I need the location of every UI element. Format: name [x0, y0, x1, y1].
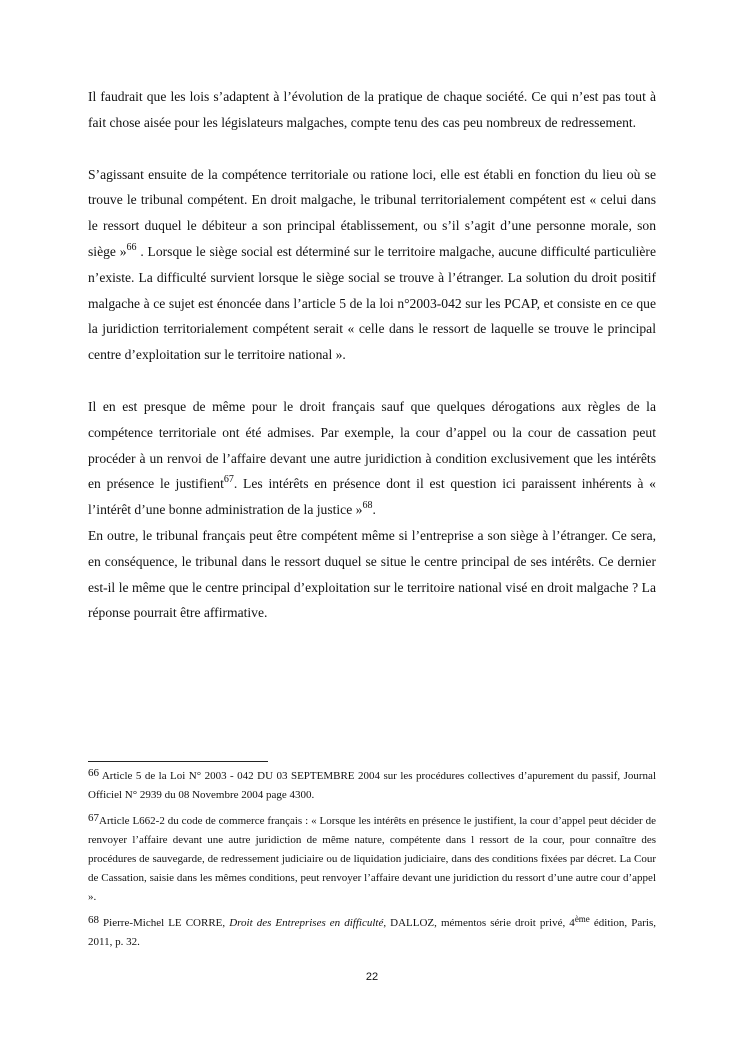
footnote-66-text: Article 5 de la Loi N° 2003 - 042 DU 03 SEPTEMBRE 2004 sur les procédures collectives d’apurement du passif, Journal Officiel N° 2939 du 08 Novembre 2004 page 4300. [88, 770, 656, 801]
footnote-66-number: 66 [88, 767, 99, 779]
page-number: 22 [365, 971, 379, 983]
footnote-67 [88, 809, 656, 907]
footnote-68-book-title: Droit des Entreprises en difficulté [229, 917, 384, 929]
paragraph-3-text-a: Il en est presque de même pour le droit français sauf que quelques dérogations aux règles de la compétence territoriale ont été admises. Par exemple, la cour d’appel ou la cour de cassation peut procéder à un renvoi de l’affaire devant une autre juridiction à condition exclusivement que les intérêts en présence le justifient [88, 398, 656, 492]
paragraph-3-text-c: . [372, 502, 376, 518]
paragraph-3 [88, 394, 656, 523]
footnote-67-number: 67 [88, 812, 99, 824]
footnotes [88, 764, 656, 956]
paragraph-2-text-a: S’agissant ensuite de la compétence territoriale ou ratione loci, elle est établi en fonction du lieu où se trouve le tribunal compétent. En droit malgache, le tribunal territorialement compétent est « celui dans le ressort duquel le débiteur a son principal établissement, ou s’il s’agit d’une personne morale, son siège » [88, 166, 656, 259]
footnote-68-number: 68 [88, 914, 99, 926]
paragraph-3-text-b: . Les intérêts en présence dont il est question ici paraissent inhérents à « l’intérêt d’une bonne administration de la justice » [88, 476, 656, 518]
paragraph-4: En outre, le tribunal français peut être compétent même si l’entreprise a son siège à l’étranger. Ce sera, en conséquence, le tribunal dans le ressort duquel se situe le centre principal de ses intérêts. Ce dernier est-il le même que le centre principal d’exploitation sur le territoire national visé en droit malgache ? La réponse pourrait être affirmative. [88, 527, 656, 621]
page-body [88, 84, 656, 626]
footnote-67-text: Article L662-2 du code de commerce français : « Lorsque les intérêts en présence le justifient, la cour d’appel peut décider de renvoyer l’affaire devant une autre juridiction de même nature, compétente dans l ressort de la cour, pour connaître des procédures de sauvegarde, de redressement judiciaire ou de liquidation judiciaire, dans des conditions fixées par décret. La Cour de Cassation, saisie dans les mêmes conditions, peut renvoyer l’affaire devant une juridiction du ressort d’une autre cour d’appel ». [88, 815, 656, 903]
paragraph-1: Il faudrait que les lois s’adaptent à l’évolution de la pratique de chaque société. Ce qui n’est pas tout à fait chose aisée pour les législateurs malgaches, compte tenu des cas peu nombreux de redressement. [88, 89, 656, 130]
footnote-66 [88, 764, 656, 805]
footnote-ref-66[interactable]: 66 [126, 241, 137, 253]
footnote-ref-68[interactable]: 68 [362, 500, 373, 512]
footnote-68-text-c: édition, Paris, 2011, p. 32. [88, 917, 656, 948]
paragraph-2 [88, 162, 656, 368]
footnote-ref-67[interactable]: 67 [223, 474, 234, 486]
footnote-68 [88, 911, 656, 952]
footnote-68-text-b: , DALLOZ, mémentos série droit privé, 4 [383, 917, 575, 929]
footnote-separator [88, 761, 268, 762]
paragraph-2-text-b: . Lorsque le siège social est déterminé sur le territoire malgache, aucune difficulté particulière n’existe. La difficulté survient lorsque le siège social se trouve à l’étranger. La solution du droit positif malgache à ce sujet est énoncée dans l’article 5 de la loi n°2003-042 sur les PCAP, et consiste en ce que la juridiction territorialement compétent serait « celle dans le ressort de laquelle se trouve le principal centre d’exploitation sur le territoire national ». [88, 243, 656, 363]
footnote-68-superscript: ème [574, 914, 590, 924]
footnote-68-text-a: Pierre-Michel LE CORRE, [99, 917, 230, 929]
